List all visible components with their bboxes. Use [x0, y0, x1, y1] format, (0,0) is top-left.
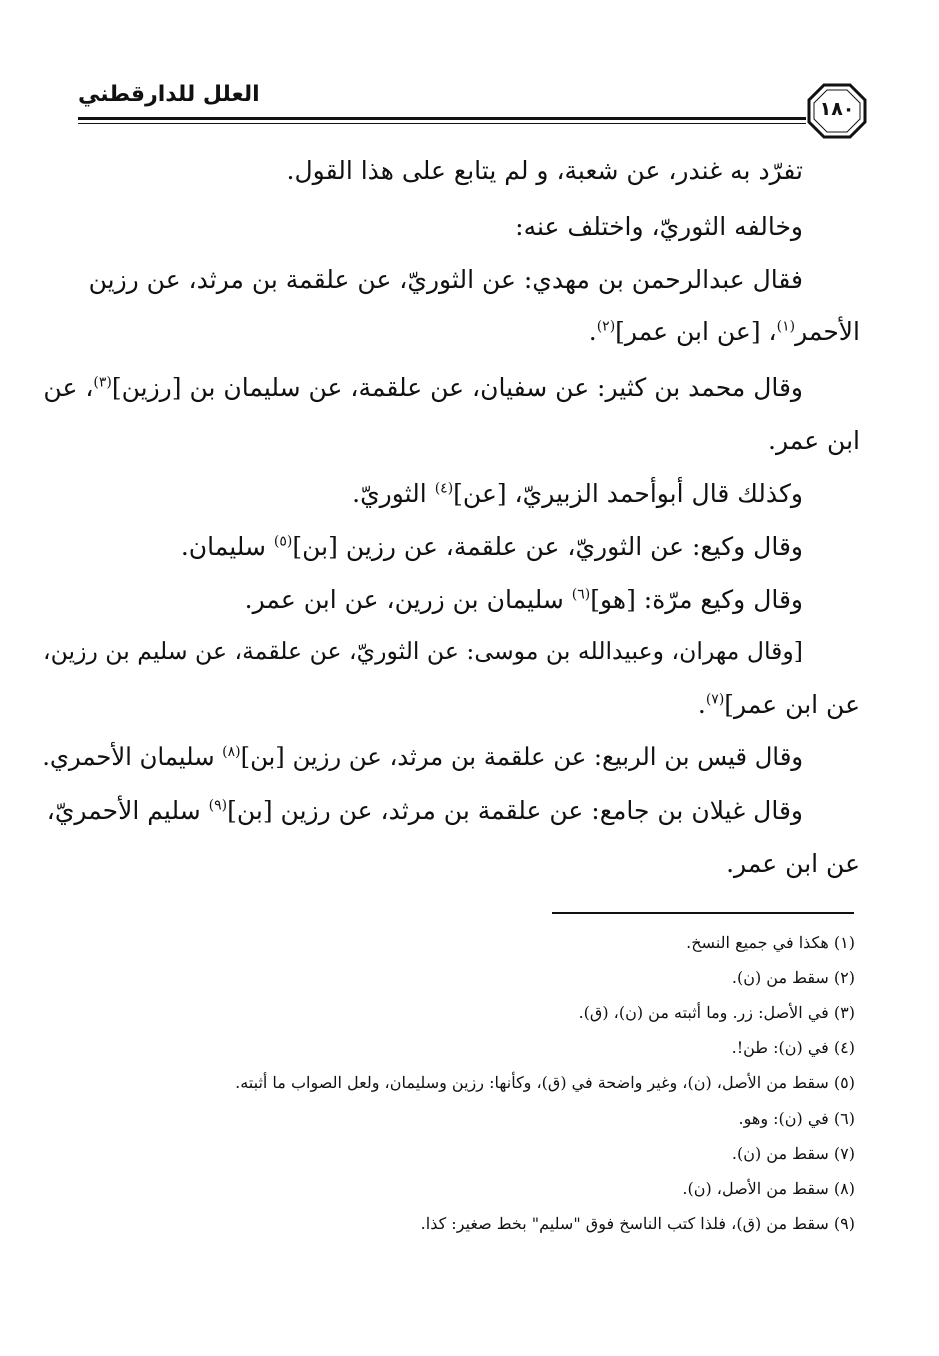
footnote-marker: (٢)	[596, 318, 616, 335]
footnote-marker: (٩)	[208, 797, 228, 814]
text-line: وقال محمد بن كثير: عن سفيان، عن علقمة، عن سليمان بن [رزين]$^{(٣)}$، عن	[43, 373, 803, 402]
footnote-marker: (٨)	[222, 743, 241, 760]
footnote-separator	[552, 912, 854, 914]
text-line: وخالفه الثوريّ، واختلف عنه:	[515, 212, 803, 241]
footnote: (٦) في (ن): وهو.	[738, 1109, 855, 1128]
footnote-marker: (٦)	[571, 586, 591, 603]
text-line: وقال غيلان بن جامع: عن علقمة بن مرثد، عن رزين [بن]$^{(٩)}$ سليم الأحمريّ،	[46, 796, 803, 825]
footnote-marker: (١)	[776, 318, 796, 335]
footnote: (٣) في الأصل: زر. وما أثبته من (ن)، (ق).	[578, 1003, 855, 1022]
text-line: وقال قيس بن الربيع: عن علقمة بن مرثد، عن رزين [بن]$^{(٨)}$ سليمان الأحمري.	[42, 742, 803, 771]
text-line: عن ابن عمر]$^{(٧)}$.	[697, 690, 860, 719]
footnote: (٢) سقط من (ن).	[731, 968, 855, 987]
footnote: (٩) سقط من (ق)، فلذا كتب الناسخ فوق "سليم" بخط صغير: كذا.	[420, 1214, 855, 1233]
footnote: (٥) سقط من الأصل، (ن)، وغير واضحة في (ق)، وكأنها: رزين وسليمان، ولعل الصواب ما أثبته.	[235, 1073, 855, 1092]
text-line: وقال وكيع مرّة: [هو]$^{(٦)}$ سليمان بن زرين، عن ابن عمر.	[244, 585, 803, 614]
text-line: الأحمر$^{(١)}$، [عن ابن عمر]$^{(٢)}$.	[588, 317, 860, 346]
text-line: عن ابن عمر.	[726, 849, 860, 878]
page-number: ١٨٠	[819, 98, 855, 120]
text-line: وقال وكيع: عن الثوريّ، عن علقمة، عن رزين [بن]$^{(٥)}$ سليمان.	[180, 532, 803, 561]
footnote: (٨) سقط من الأصل، (ن).	[682, 1179, 855, 1198]
text-line: تفرّد به غندر، عن شعبة، و لم يتابع على هذا القول.	[286, 156, 803, 185]
header-rule	[78, 117, 806, 120]
running-title: العلل للدارقطني	[78, 82, 260, 107]
footnote: (٧) سقط من (ن).	[731, 1144, 855, 1163]
text-line: وكذلك قال أبوأحمد الزبيريّ، [عن]$^{(٤)}$ الثوريّ.	[352, 479, 803, 508]
text-line: ابن عمر.	[768, 426, 860, 455]
text-line: [وقال مهران، وعبيدالله بن موسى: عن الثوريّ، عن علقمة، عن سليم بن رزين،	[43, 637, 803, 665]
footnote-marker: (٣)	[93, 374, 112, 391]
footnote: (٤) في (ن): طن!.	[731, 1038, 855, 1057]
footnote-marker: (٥)	[273, 533, 293, 550]
footnote-marker: (٤)	[434, 480, 454, 497]
text-line: فقال عبدالرحمن بن مهدي: عن الثوريّ، عن علقمة بن مرثد، عن رزين	[88, 265, 803, 294]
footnote: (١) هكذا في جميع النسخ.	[686, 933, 855, 952]
page-number-badge	[806, 82, 868, 140]
page-header	[78, 80, 868, 140]
header-rule-thin	[78, 123, 806, 124]
footnote-marker: (٧)	[705, 691, 725, 708]
